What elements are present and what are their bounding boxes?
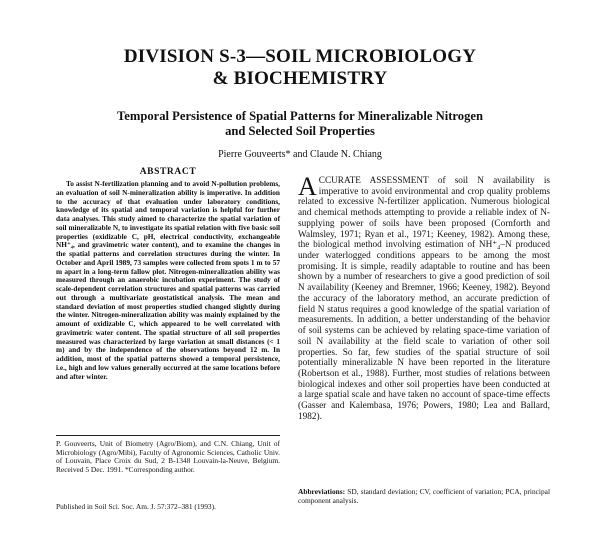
division-line-1: DIVISION S-3—SOIL MICROBIOLOGY (123, 46, 477, 67)
publication-note: Published in Soil Sci. Soc. Am. J. 57:372–381 (1993). (56, 502, 216, 511)
lead-smallcaps: CCURATE ASSESSMENT (318, 176, 429, 186)
abstract-text: To assist N-fertilization planning and to avoid N-pollution problems, an evaluation of soil N-mineralization ability is imperative. In addition to the accuracy of that evaluation under laboratory conditions, knowledge of its spatial and temporal variation is helpful for further data analyses. This study aimed to characterize the spatial variation of soil mineralizable N, to investigate its spatial relation with five basic soil properties (oxidizable C, pH, electrical conductivity, exchangeable NH⁺₄, and gravimetric water content), and to examine the changes in the spatial patterns and correlation structures during the winter. In October and April 1989, 73 samples were collected from spots 1 m to 57 m apart in a long-term fallow plot. Nitrogen-mineralization ability was measured through an anaerobic incubation experiment. The study of scale-dependent correlation structures and spatial patterns was carried out through a multivariate geostatistical analysis. The mean and standard deviation of most properties studied changed slightly during the winter. Nitrogen-mineralization ability was mainly explained by the amount of oxidizable C, which appeared to be well correlated with gravimetric water content. The spatial structure of all soil properties measured was characterized by large variation at small distances (< 1 m) and by the independence of the observations beyond 12 m. In addition, most of the spatial patterns showed a temporal persistence, i.e., high and low values generally occurred at the same locations before and after winter. (56, 179, 280, 381)
title-line-1: Temporal Persistence of Spatial Patterns for Mineralizable Nitrogen (117, 109, 483, 123)
article-authors: Pierre Gouveerts* and Claude N. Chiang (218, 149, 382, 160)
division-line-2: & BIOCHEMISTRY (212, 68, 388, 89)
introduction-text (298, 172, 550, 423)
footnote-divider (56, 435, 280, 436)
article-title (60, 109, 540, 139)
abbreviations-label: Abbreviations: (298, 487, 346, 496)
abstract-heading: ABSTRACT (139, 167, 197, 177)
author-footnote: P. Gouveerts, Unit of Biometry (Agro/Biom), and C.N. Chiang, Unit of Microbiology (Agro/Mibi), Faculty of Agronomic Sciences, Catholic Univ. of Louvain, Place Croix du Sud, 2 B-1348 Louvain-la-Neuve, Belgium. Received 5 Dec. 1991. *Corresponding author. (56, 439, 280, 475)
division-heading (0, 46, 600, 90)
drop-cap: A (298, 172, 317, 201)
introduction-body: of soil N availability is imperative to avoid environmental and crop quality problems related to excessive N-fertilizer application. Numerous biological and chemical methods attempting to provide a reliable index of N-supplying power of soils have been proposed (Cornforth and Walmsley, 1971; Ryan et al., 1971; Keeney, 1982). Among these, the biological method involving estimation of NH⁺₄–N produced under waterlogged conditions appears to be among the most promising. It is simple, readily adaptable to routine and has been shown by a number of researchers to give a good prediction of soil N availability (Keeney and Bremner, 1966; Keeney, 1982). Beyond the accuracy of the laboratory method, an accurate prediction of field N status requires a good knowledge of the spatial variation of measurements. In addition, a better understanding of the behavior of soil systems can be achieved by relating space-time variation of soil N availability at the field scale to variation of other soil properties. So far, few studies of the spatial structure of soil potentially mineralizable N have been reported in the literature (Robertson et al., 1988). Further, most studies of relations between biological indexes and other soil properties have been conducted at a large spatial scale and have taken no account of space-time effects (Gasser and Kalembasa, 1976; Powers, 1980; Lea and Ballard, 1982). (298, 176, 550, 422)
title-line-2: and Selected Soil Properties (225, 124, 375, 138)
abbreviations-text: SD, standard deviation; CV, coefficient of variation; PCA, principal component analysis. (298, 487, 550, 505)
abbreviations-note (298, 487, 550, 505)
